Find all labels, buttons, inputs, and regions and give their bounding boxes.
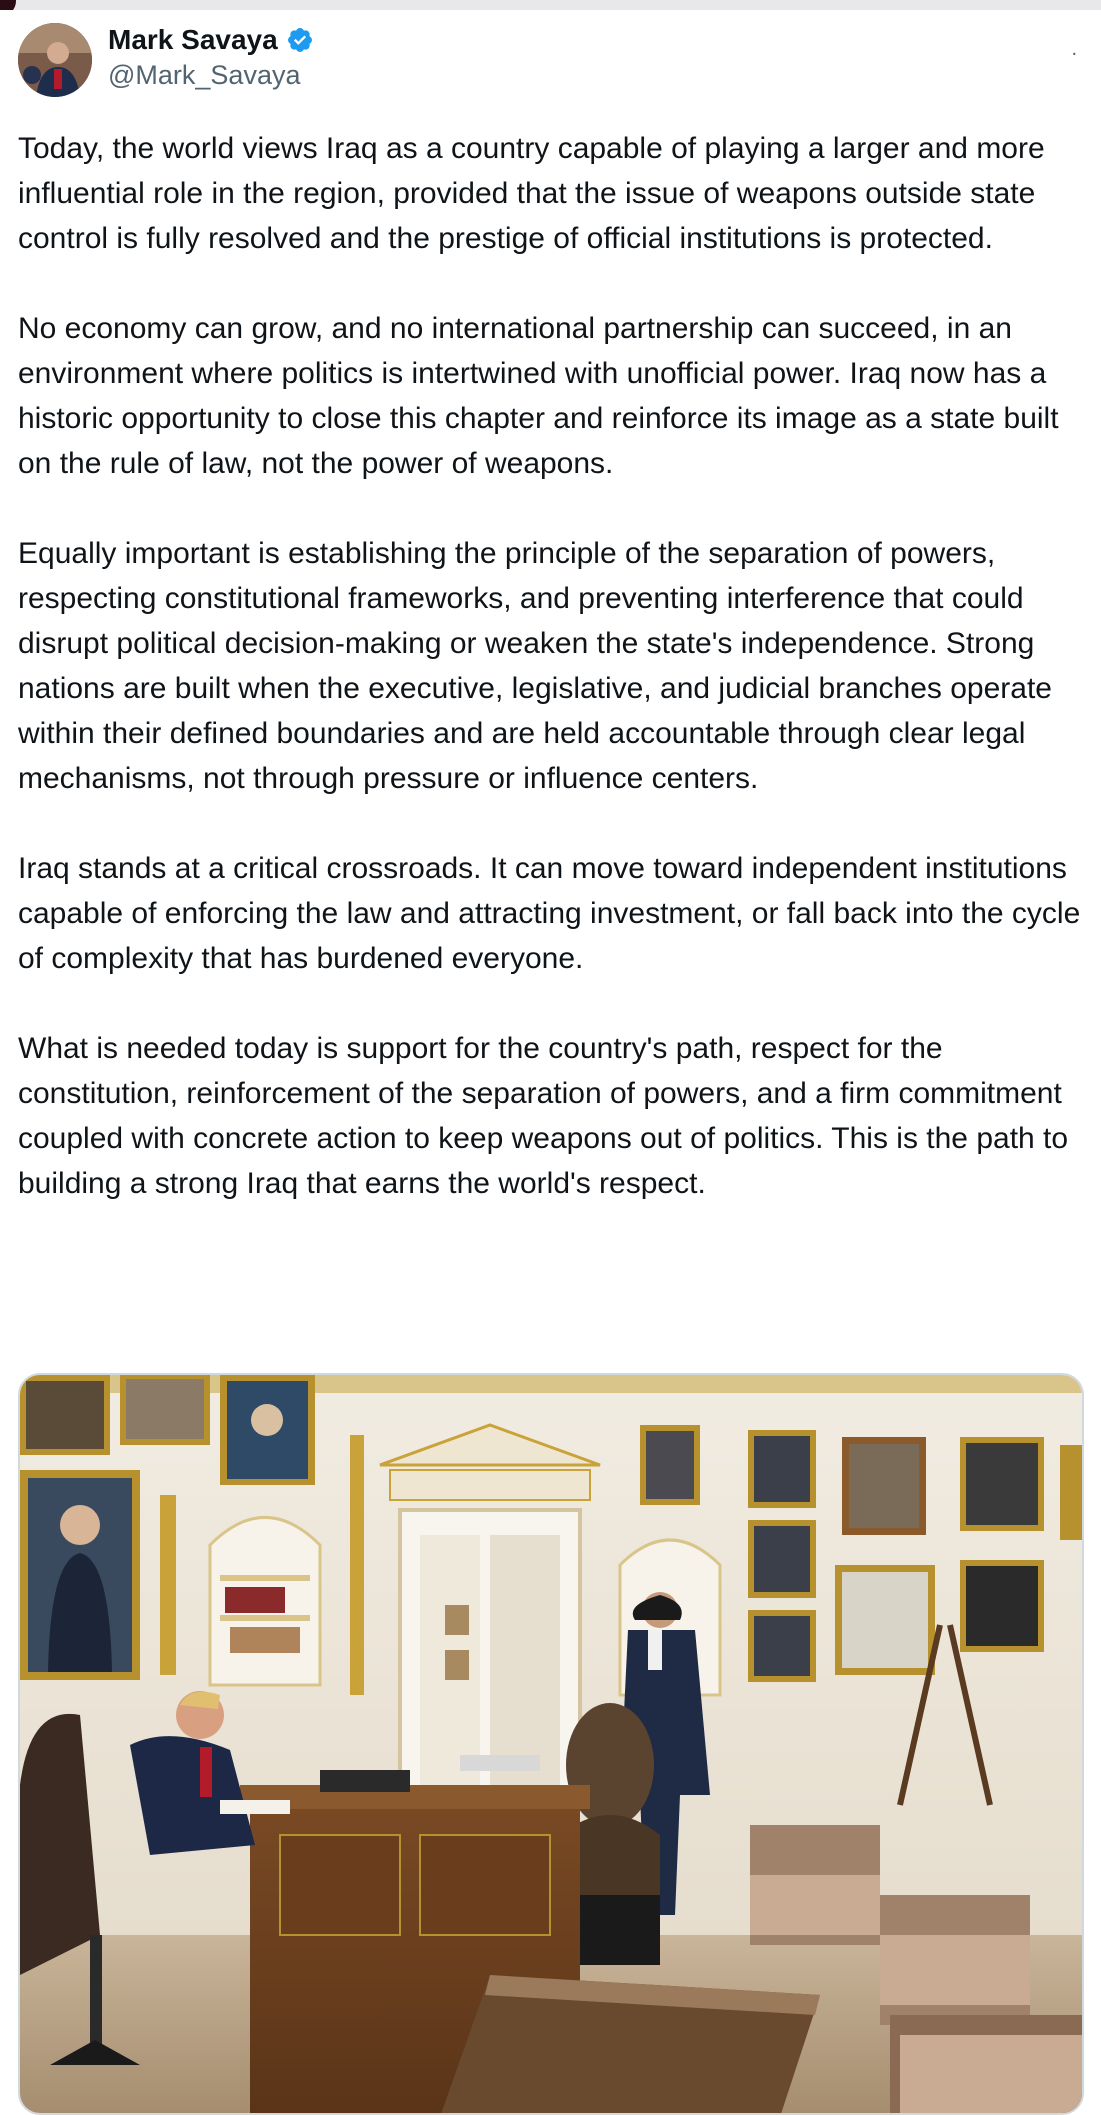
top-status-strip	[0, 0, 1101, 10]
avatar[interactable]	[18, 23, 92, 97]
tweet-paragraph: Iraq stands at a critical crossroads. It can move toward independent institutions capable of enforcing the law and attracting investment, or fall back into the cycle of complexity that has burdened everyone.	[18, 852, 1081, 975]
tweet-paragraph: Equally important is establishing the principle of the separation of powers, respecting constitutional frameworks, and preventing interference that could disrupt political decision-making or weaken the state's independence. Strong nations are built when the executive, legislative, and judicial branches operate within their defined boundaries and are held accountable through clear legal mechanisms, not through pressure or influence centers.	[18, 537, 1052, 795]
more-dots-icon[interactable]: .	[1071, 38, 1077, 60]
tweet-post	[0, 10, 1101, 2105]
author-row	[108, 24, 314, 56]
author-name[interactable]: Mark Savaya	[108, 24, 278, 55]
tweet-text	[18, 126, 1088, 1251]
tweet-paragraph: Today, the world views Iraq as a country capable of playing a larger and more influential role in the region, provided that the issue of weapons outside state control is fully resolved and the prestige of official institutions is protected.	[18, 132, 1045, 255]
office-photo-icon	[20, 1375, 1084, 2115]
verified-check-icon	[286, 26, 314, 54]
author-handle[interactable]: @Mark_Savaya	[108, 60, 301, 90]
avatar-photo-icon	[18, 23, 92, 97]
tweet-media-photo[interactable]	[18, 1373, 1084, 2115]
tweet-paragraph: What is needed today is support for the country's path, respect for the constitution, reinforcement of the separation of powers, and a firm commitment coupled with concrete action to keep weapons out of politics. This is the path to building a strong Iraq that earns the world's respect.	[18, 1032, 1069, 1200]
tweet-paragraph: No economy can grow, and no international partnership can succeed, in an environment where politics is intertwined with unofficial power. Iraq now has a historic opportunity to close this chapter and reinforce its image as a state built on the rule of law, not the power of weapons.	[18, 312, 1059, 480]
